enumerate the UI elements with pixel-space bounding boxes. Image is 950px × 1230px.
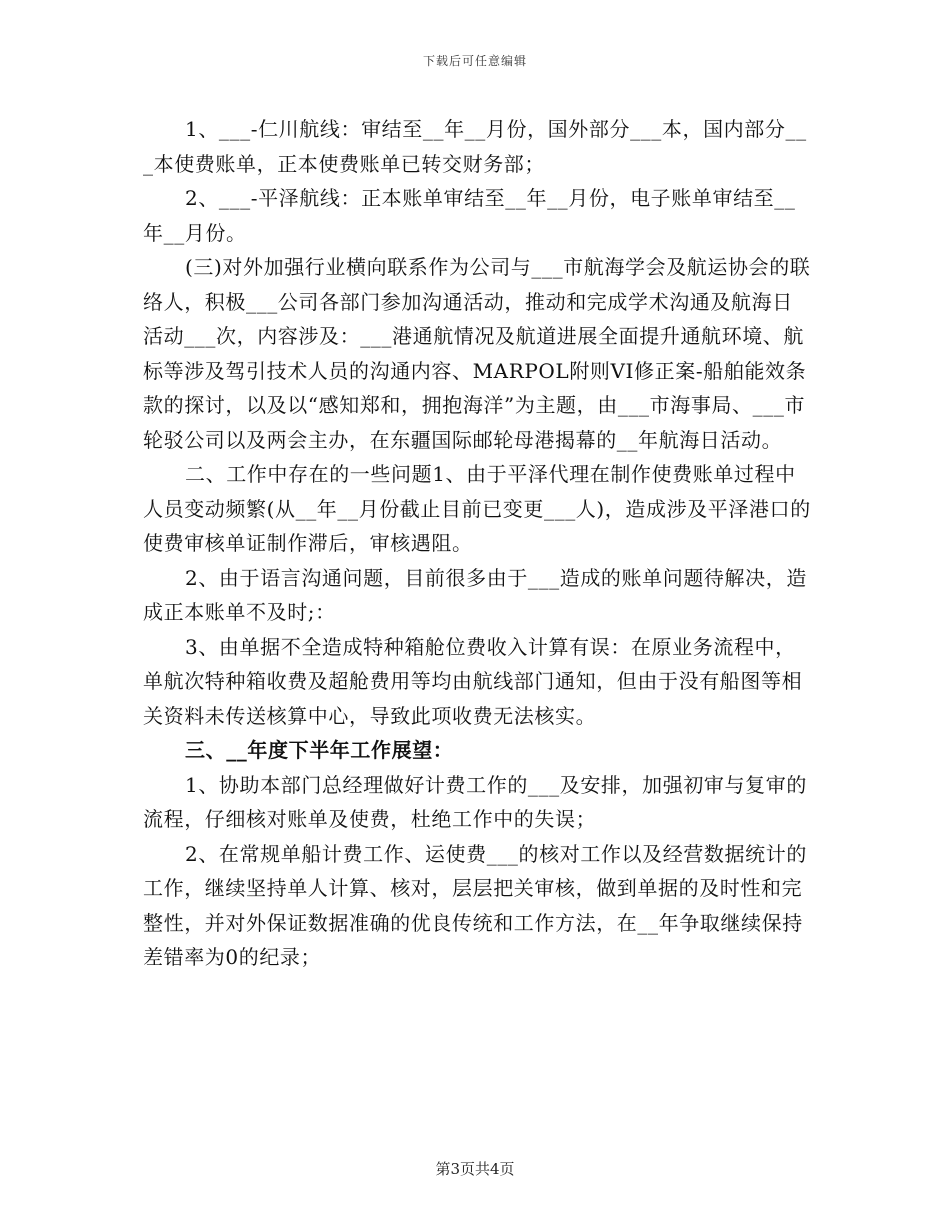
document-body [143, 112, 813, 975]
page-number: 第3页共4页 [435, 1160, 515, 1178]
paragraph: 二、工作中存在的一些问题1、由于平泽代理在制作使费账单过程中人员变动频繁(从__年__月份截止目前已变更___人)，造成涉及平泽港口的使费审核单证制作滞后，审核遇阻。 [143, 462, 811, 555]
paragraph: 2、在常规单船计费工作、运使费___的核对工作以及经营数据统计的工作，继续坚持单人计算、核对，层层把关审核，做到单据的及时性和完整性，并对外保证数据准确的优良传统和工作方法，在__年争取继续保持差错率为0的纪录； [143, 841, 807, 969]
section-heading: 三、__年度下半年工作展望： [185, 738, 454, 762]
paragraph: 2、由于语言沟通问题，目前很多由于___造成的账单问题待解决，造成正本账单不及时;： [143, 565, 807, 624]
paragraph: 1、___-仁川航线：审结至__年__月份，国外部分___本，国内部分___本使费账单，正本使费账单已转交财务部； [143, 117, 807, 176]
paragraph: 2、___-平泽航线：正本账单审结至__年__月份，电子账单审结至__年__月份。 [143, 186, 796, 245]
paragraph: 1、协助本部门总经理做好计费工作的___及安排，加强初审与复审的流程，仔细核对账单及使费，杜绝工作中的失误； [143, 772, 807, 831]
paragraph: (三)对外加强行业横向联系作为公司与___市航海学会及航运协会的联络人，积极___公司各部门参加沟通活动，推动和完成学术沟通及航海日活动___次，内容涉及：___港通航情况及航道进展全面提升通航环境、航标等涉及驾引技术人员的沟通内容、MARPOL附则VI修正案-船舶能效条款的探讨，以及以“感知郑和，拥抱海洋”为主题，由___市海事局、___市轮驳公司以及两会主办，在东疆国际邮轮母港揭幕的__年航海日活动。 [143, 255, 811, 452]
paragraph: 3、由单据不全造成特种箱舱位费收入计算有误：在原业务流程中，单航次特种箱收费及超舱费用等均由航线部门通知，但由于没有船图等相关资料未传送核算中心，导致此项收费无法核实。 [143, 634, 803, 728]
page-header-note: 下载后可任意编辑 [422, 54, 527, 68]
